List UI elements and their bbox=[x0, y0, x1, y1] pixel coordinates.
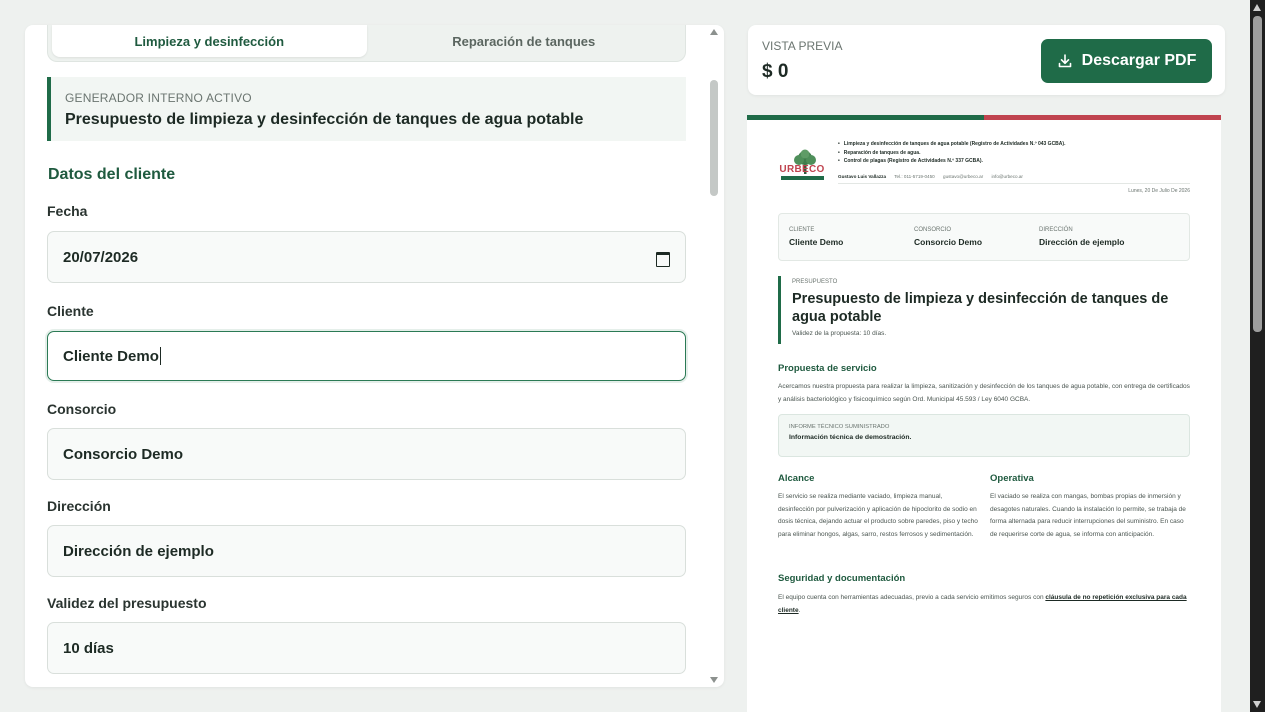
contact-email: gustavo@urbeco.ar bbox=[943, 174, 984, 179]
section-title: Datos del cliente bbox=[48, 166, 176, 183]
alcance-text: El servicio se realiza mediante vaciado, limpieza manual, desinfección por pulverización y aplicación de hipoclorito de sodio en dosis técnica, dejando actuar el producto sobre paredes, piso y techo para eliminar hongos, algas, sarro, restos ferrosos y sedimentación. bbox=[778, 493, 978, 538]
seguridad-text bbox=[778, 592, 1190, 617]
download-pdf-button[interactable] bbox=[1041, 39, 1212, 83]
service-item: • Reparación de tanques de agua. bbox=[838, 149, 1065, 158]
fecha-input[interactable] bbox=[47, 231, 686, 283]
calendar-icon[interactable] bbox=[656, 250, 670, 264]
scroll-thumb[interactable] bbox=[710, 80, 718, 196]
validez-label: Validez del presupuesto bbox=[47, 595, 207, 611]
scroll-down-arrow-icon[interactable] bbox=[710, 677, 718, 683]
consorcio-summary-label: CONSORCIO bbox=[914, 227, 952, 233]
direccion-summary-value: Dirección de ejemplo bbox=[1039, 237, 1125, 247]
contact-name: Gustavo Luis Vallazza bbox=[838, 174, 886, 179]
cliente-summary-value: Cliente Demo bbox=[789, 237, 844, 247]
consorcio-input[interactable] bbox=[47, 428, 686, 480]
form-scrollbar[interactable] bbox=[707, 25, 721, 687]
preview-header bbox=[748, 25, 1225, 95]
banner-kicker: GENERADOR INTERNO ACTIVO bbox=[65, 91, 252, 105]
contact-tel: Tel.: 011-5719-0450 bbox=[894, 174, 935, 179]
informe-kicker: INFORME TÉCNICO SUMINISTRADO bbox=[789, 424, 890, 430]
fecha-label: Fecha bbox=[47, 203, 88, 219]
service-tabs bbox=[47, 25, 686, 62]
seguridad-body: El equipo cuenta con herramientas adecuadas, previo a cada servicio emitimos seguros con bbox=[778, 594, 1046, 601]
cliente-input[interactable] bbox=[47, 331, 686, 381]
consorcio-label: Consorcio bbox=[47, 401, 117, 417]
contact-email: info@urbeco.ar bbox=[991, 174, 1023, 179]
page-scroll-thumb[interactable] bbox=[1253, 16, 1262, 332]
validez-value: 10 días bbox=[63, 639, 114, 657]
download-icon bbox=[1057, 53, 1073, 69]
services-list bbox=[838, 140, 1065, 166]
consorcio-value: Consorcio Demo bbox=[63, 445, 184, 463]
cliente-value: Cliente Demo bbox=[63, 347, 159, 365]
seguridad-tail: . bbox=[798, 606, 801, 614]
tab-reparacion[interactable]: Reparación de tanques bbox=[452, 33, 596, 49]
document-date: Lunes, 20 De Julio De 2026 bbox=[1128, 188, 1190, 194]
form-panel bbox=[25, 25, 724, 687]
client-summary-box bbox=[778, 213, 1190, 261]
service-item: • Control de plagas (Registro de Actividades N.º 337 GCBA). bbox=[838, 157, 1065, 166]
consorcio-summary-value: Consorcio Demo bbox=[914, 237, 983, 247]
cliente-label: Cliente bbox=[47, 303, 94, 319]
banner-title: Presupuesto de limpieza y desinfección de tanques de agua potable bbox=[65, 111, 584, 128]
download-pdf-label: Descargar PDF bbox=[1081, 52, 1197, 69]
direccion-label: Dirección bbox=[47, 498, 111, 514]
text-caret bbox=[160, 347, 161, 365]
page-scroll-down-icon[interactable] bbox=[1253, 701, 1261, 708]
page-scrollbar[interactable] bbox=[1250, 0, 1265, 712]
seguridad-clause-link[interactable]: cláusula de no repetición exclusiva para cada cliente bbox=[778, 594, 1187, 614]
quote-header bbox=[778, 276, 1190, 344]
validez-input[interactable] bbox=[47, 622, 686, 674]
generator-banner bbox=[47, 77, 686, 141]
brand-underline bbox=[781, 176, 824, 180]
document-color-band bbox=[747, 115, 1221, 120]
quote-kicker: PRESUPUESTO bbox=[792, 279, 838, 285]
propuesta-text: Acercamos nuestra propuesta para realizar la limpieza, sanitización y desinfección de los tanques de agua potable, con entrega de certificados y análisis bacteriológico y fisicoquímico según Ord. Municipal 45.593 / Ley 6040 GCBA. bbox=[778, 383, 1190, 403]
header-divider bbox=[838, 183, 1190, 184]
quote-validity: Validez de la propuesta: 10 días. bbox=[792, 330, 887, 337]
cliente-summary-label: CLIENTE bbox=[789, 227, 815, 233]
propuesta-heading: Propuesta de servicio bbox=[778, 363, 877, 374]
brand-name: URBECO bbox=[779, 164, 825, 175]
alcance-heading: Alcance bbox=[778, 473, 815, 484]
quote-title: Presupuesto de limpieza y desinfección de tanques de agua potable bbox=[792, 291, 1169, 325]
seguridad-heading: Seguridad y documentación bbox=[778, 573, 906, 584]
preview-total: $ 0 bbox=[762, 61, 789, 82]
scroll-up-arrow-icon[interactable] bbox=[710, 29, 718, 35]
preview-kicker: VISTA PREVIA bbox=[762, 39, 843, 53]
direccion-input[interactable] bbox=[47, 525, 686, 577]
page-scroll-up-icon[interactable] bbox=[1253, 4, 1261, 11]
service-item: • Limpieza y desinfección de tanques de agua potable (Registro de Actividades N.º 043 GCBA). bbox=[838, 140, 1065, 149]
informe-value: Información técnica de demostración. bbox=[789, 434, 912, 441]
fecha-value: 20/07/2026 bbox=[63, 248, 139, 266]
direccion-summary-label: DIRECCIÓN bbox=[1039, 227, 1073, 233]
tab-limpieza[interactable]: Limpieza y desinfección bbox=[52, 25, 367, 57]
direccion-value: Dirección de ejemplo bbox=[63, 542, 214, 560]
informe-tecnico-box bbox=[778, 414, 1190, 457]
contact-line bbox=[838, 174, 1030, 179]
operativa-heading: Operativa bbox=[990, 473, 1034, 484]
preview-document bbox=[747, 115, 1221, 712]
operativa-text: El vaciado se realiza con mangas, bombas propias de inmersión y desagotes naturales. Cuando la instalación lo permite, se trabaja de forma alternada para reducir interrupciones del suministro. En caso de requerirse corte de agua, se informa con anticipación. bbox=[990, 493, 1186, 538]
